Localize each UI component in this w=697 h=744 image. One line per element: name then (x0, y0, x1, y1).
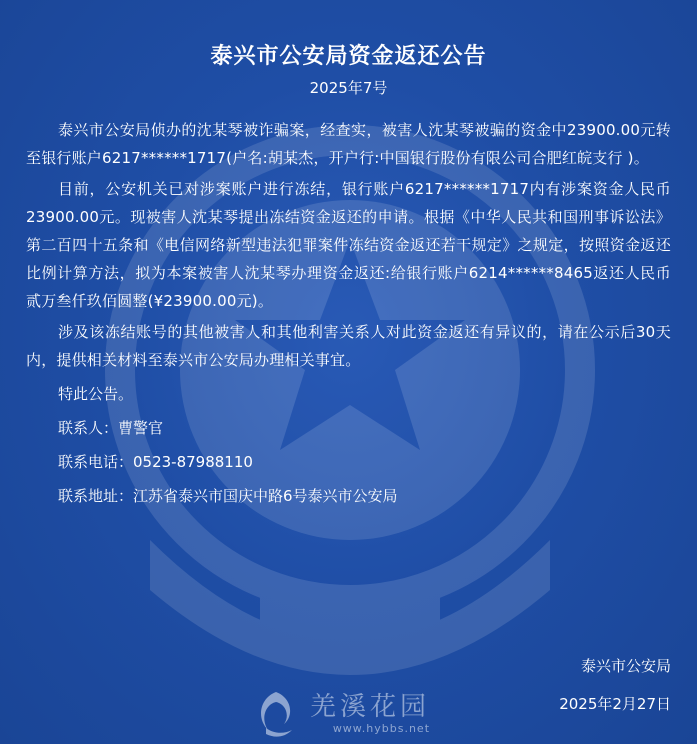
paragraph-case-facts: 泰兴市公安局侦办的沈某琴被诈骗案，经查实，被害人沈某琴被骗的资金中23900.00元转至银行账户6217******1717(户名:胡某杰，开户行:中国银行股份有限公司合肥红皖支行 )。 (26, 121, 671, 167)
signoff-block (559, 656, 671, 714)
contact-person: 联系人：曹警官 (58, 419, 164, 437)
page-title: 泰兴市公安局资金返还公告 (210, 44, 487, 69)
contact-address: 联系地址：江苏省泰兴市国庆中路6号泰兴市公安局 (58, 487, 398, 505)
site-watermark (250, 688, 430, 740)
swirl-logo-icon (250, 688, 302, 740)
watermark-name: 羌溪花园 (310, 692, 431, 722)
closing-text: 特此公告。 (58, 385, 134, 403)
issuer-name: 泰兴市公安局 (580, 657, 671, 675)
issue-date: 2025年2月27日 (559, 695, 671, 713)
contact-phone: 联系电话：0523-87988110 (58, 453, 253, 471)
notice-number: 2025年7号 (309, 79, 388, 97)
watermark-url: www.hybbs.net (332, 722, 431, 735)
paragraph-objection: 涉及该冻结账号的其他被害人和其他利害关系人对此资金返还有异议的，请在公示后30天内，提供相关材料至泰兴市公安局办理相关事宜。 (26, 323, 671, 369)
paragraph-refund-decision: 目前，公安机关已对涉案账户进行冻结，银行账户6217******1717内有涉案资金人民币23900.00元。现被害人沈某琴提出冻结资金返还的申请。根据《中华人民共和国刑事诉讼法》第二百四十五条和《电信网络新型违法犯罪案件冻结资金返还若干规定》之规定，按照资金返还比例计算方法，拟为本案被害人沈某琴办理资金返还:给银行账户6214******8465返还人民币贰万叁仟玖佰圆整(¥23900.00元)。 (26, 180, 671, 310)
